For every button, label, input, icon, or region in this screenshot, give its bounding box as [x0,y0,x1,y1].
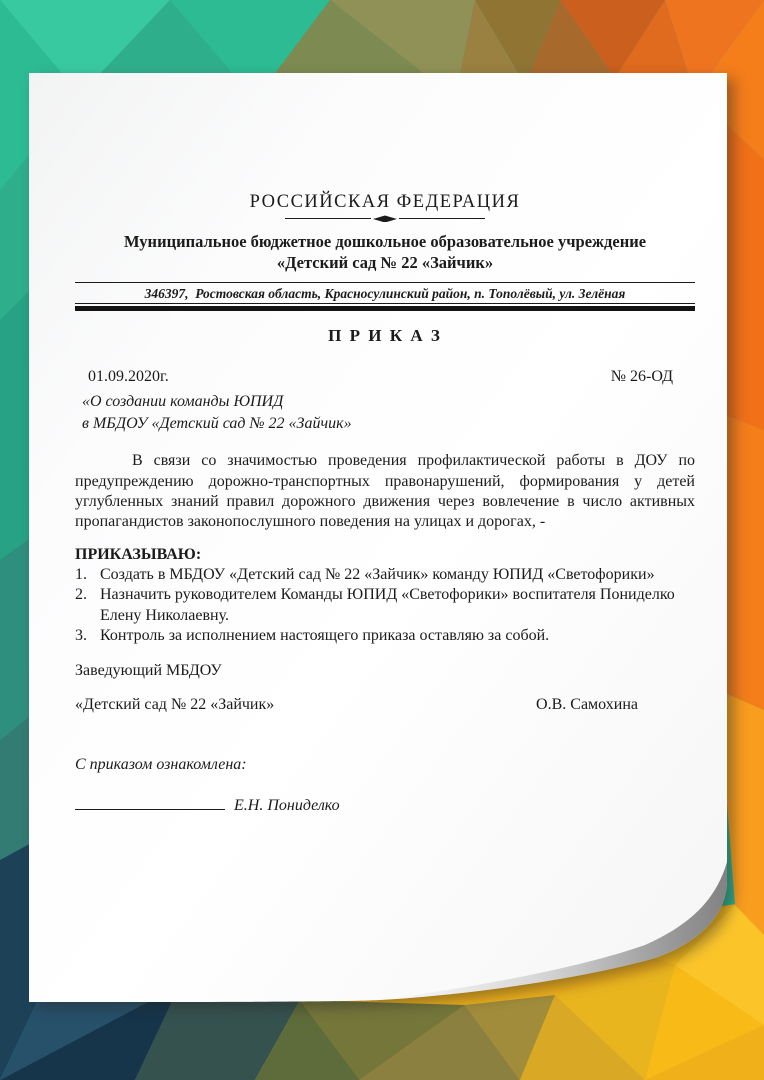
order-heading: ПРИКАЗЫВАЮ: [75,545,202,563]
signature-blank-line [75,794,225,809]
subject-line1: «О создании команды ЮПИД [82,392,284,410]
document-number: № 26-ОД [610,368,673,386]
order-item-number: 3. [75,626,87,644]
rule-thick-bar [75,306,695,311]
order-item-text: Контроль за исполнением настоящего приказа оставляю за собой. [100,626,550,644]
acknowledgement-signature-line [75,794,695,816]
signer-name: О.В. Самохина [536,695,638,713]
signer-position-line2: «Детский сад № 22 «Зайчик» [75,695,275,713]
order-item-number: 1. [75,565,87,583]
signature-row [75,695,695,715]
rule-bottom [75,303,695,304]
order-document [29,73,727,1002]
signer-position-line1: Заведующий МБДОУ [75,662,222,680]
header-ornament [75,215,695,222]
address-block [75,282,695,311]
ornament-line-right [399,218,485,219]
organization-name-line1: Муниципальное бюджетное дошкольное образовательное учреждение [123,232,647,252]
acknowledged-name: Е.Н. Пониделко [234,796,340,814]
date-number-row [75,367,695,387]
order-item [75,626,695,646]
diamond-ornament-icon [373,215,397,222]
order-item [75,565,695,585]
order-item-text: Назначить руководителем Команды ЮПИД «Светофорики» воспитателя Пониделко Елену Николаевну. [100,586,675,624]
document-type-heading: П Р И К А З [328,325,442,345]
organization-name-line2: «Детский сад № 22 «Зайчик» [276,253,494,273]
country-header: РОССИЙСКАЯ ФЕДЕРАЦИЯ [249,192,521,212]
acknowledgement-label: С приказом ознакомлена: [75,755,247,773]
order-item-text: Создать в МБДОУ «Детский сад № 22 «Зайчик» команду ЮПИД «Светофорики» [100,565,655,583]
document-date: 01.09.2020г. [88,368,169,386]
order-item [75,585,695,626]
body-paragraph: В связи со значимостью проведения профилактической работы в ДОУ по предупреждению дорожно-транспортных правонарушений, формирования у детей углубленных знаний правил дорожного движения через вовлечение в число активных пропагандистов законопослушного поведения на улицах и дорогах, - [75,452,695,531]
subject-line2: в МБДОУ «Детский сад № 22 «Зайчик» [82,415,352,433]
ornament-line-left [285,218,371,219]
organization-address: 346397, Ростовская область, Красносулинский район, п. Тополёвый, ул. Зелёная [144,285,626,301]
order-item-number: 2. [75,586,87,604]
